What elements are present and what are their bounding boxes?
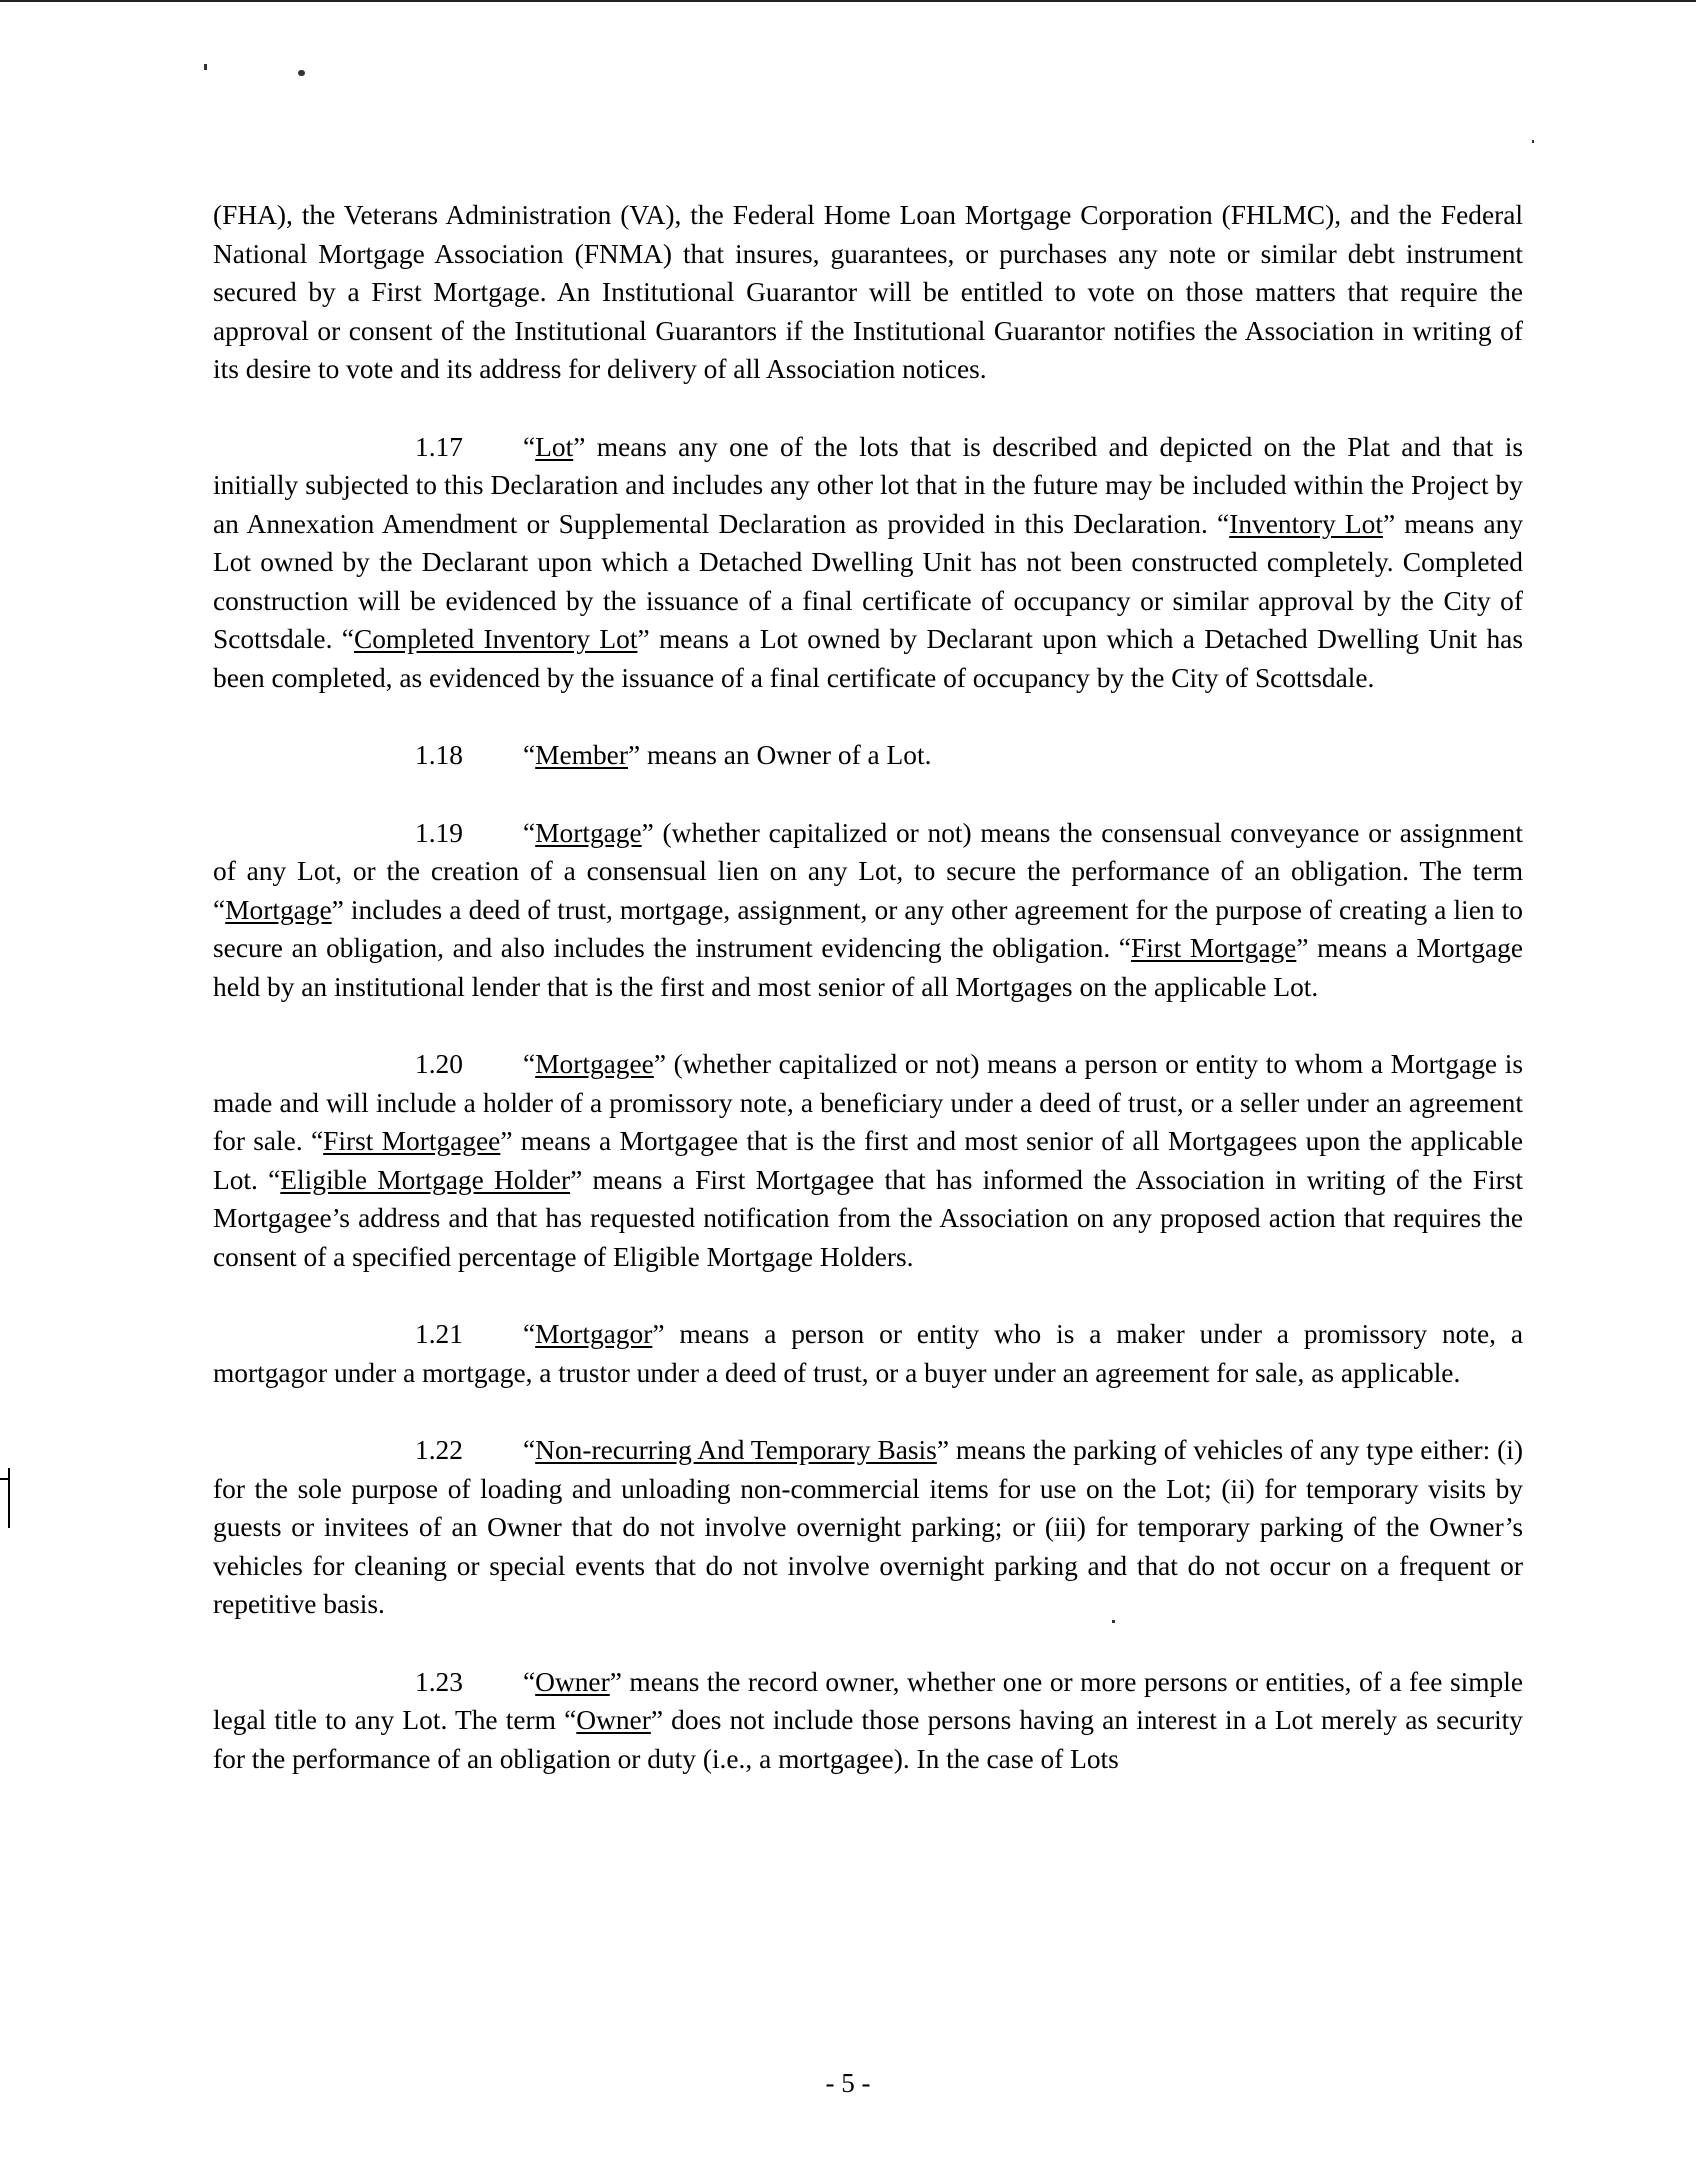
section-number: 1.21	[415, 1319, 463, 1349]
section-number: 1.17	[415, 431, 463, 462]
section-number: 1.22	[415, 1435, 463, 1465]
defined-term: Member	[535, 740, 628, 770]
defined-term: Mortgagor	[535, 1319, 653, 1349]
definition-1-21: 1.21 “Mortgagor” means a person or entity who is a maker under a promissory note, a mortgagor under a mortgage, a trustor under a deed of trust, or a buyer under an agreement for sale, as applicable.	[213, 1315, 1523, 1392]
section-number: 1.23	[415, 1666, 463, 1697]
defined-term: Non-recurring And Temporary Basis	[535, 1435, 937, 1465]
defined-term: Mortgage	[225, 894, 332, 925]
defined-term: Mortgagee	[535, 1049, 654, 1079]
defined-term: First Mortgage	[1130, 933, 1297, 963]
defined-term: Owner	[576, 1705, 651, 1735]
definition-1-19: 1.19 “Mortgage” (whether capitalized or not) means the consensual conveyance or assignment of any Lot, or the creation of a consensual lien on any Lot, to secure the performance of an obligation. The term “Mortgage” includes a deed of trust, mortgage, assignment, or any other agreement for the purpose of creating a lien to secure an obligation, and also includes the instrument evidencing the obligation. “First Mortgage” means a Mortgage held by an institutional lender that is the first and most senior of all Mortgages on the applicable Lot.	[213, 814, 1523, 1007]
defined-term: Completed Inventory Lot	[353, 624, 638, 654]
defined-term: Inventory Lot	[1229, 508, 1383, 539]
definition-1-17: 1.17 “Lot” means any one of the lots that is described and depicted on the Plat and that is initially subjected to this Declaration and includes any other lot that in the future may be included within the Project by an Annexation Amendment or Supplemental Declaration as provided in this Declaration. “Inventory Lot” means any Lot owned by the Declarant upon which a Detached Dwelling Unit has not been constructed completely. Completed construction will be evidenced by the issuance of a final certificate of occupancy or similar approval by the City of Scottsdale. “Completed Inventory Lot” means a Lot owned by Declarant upon which a Detached Dwelling Unit has been completed, as evidenced by the issuance of a final certificate of occupancy by the City of Scottsdale.	[213, 428, 1523, 698]
intro-paragraph: (FHA), the Veterans Administration (VA), the Federal Home Loan Mortgage Corporation (FHLMC), and the Federal National Mortgage Association (FNMA) that insures, guarantees, or purchases any note or similar debt instrument secured by a First Mortgage. An Institutional Guarantor will be entitled to vote on those matters that require the approval or consent of the Institutional Guarantors if the Institutional Guarantor notifies the Association in writing of its desire to vote and its address for delivery of all Association notices.	[213, 200, 1523, 384]
defined-term: Eligible Mortgage Holder	[280, 1164, 571, 1195]
section-number: 1.20	[415, 1049, 463, 1079]
section-number: 1.18	[415, 740, 463, 770]
defined-term: Owner	[535, 1666, 610, 1697]
scan-top-edge	[0, 0, 1696, 2]
scan-margin-bar	[8, 1468, 10, 1528]
document-body	[213, 196, 1523, 1817]
scan-speck	[1532, 140, 1534, 143]
scan-speck	[204, 64, 207, 70]
definition-1-22: 1.22 “Non-recurring And Temporary Basis” means the parking of vehicles of any type either: (i) for the sole purpose of loading and unloading non-commercial items for use on the Lot; (ii) for temporary visits by guests or invitees of an Owner that do not involve overnight parking; or (iii) for temporary parking of the Owner’s vehicles for cleaning or special events that do not involve overnight parking and that do not occur on a frequent or repetitive basis.	[213, 1431, 1523, 1624]
scan-speck	[298, 70, 305, 76]
defined-term: First Mortgagee	[323, 1126, 501, 1156]
definition-1-23: 1.23 “Owner” means the record owner, whether one or more persons or entities, of a fee simple legal title to any Lot. The term “Owner” does not include those persons having an interest in a Lot merely as security for the performance of an obligation or duty (i.e., a mortgagee). In the case of Lots	[213, 1663, 1523, 1779]
defined-term: Mortgage	[535, 817, 642, 848]
section-number: 1.19	[415, 817, 463, 848]
page-number: - 5 -	[825, 2068, 871, 2098]
definition-1-18: 1.18 “Member” means an Owner of a Lot.	[213, 736, 1523, 775]
defined-term: Lot	[535, 431, 574, 462]
definition-1-20: 1.20 “Mortgagee” (whether capitalized or not) means a person or entity to whom a Mortgage is made and will include a holder of a promissory note, a beneficiary under a deed of trust, or a seller under an agreement for sale. “First Mortgagee” means a Mortgagee that is the first and most senior of all Mortgagees upon the applicable Lot. “Eligible Mortgage Holder” means a First Mortgagee that has informed the Association in writing of the First Mortgagee’s address and that has requested notification from the Association on any proposed action that requires the consent of a specified percentage of Eligible Mortgage Holders.	[213, 1045, 1523, 1276]
definitions-list	[213, 428, 1523, 1779]
